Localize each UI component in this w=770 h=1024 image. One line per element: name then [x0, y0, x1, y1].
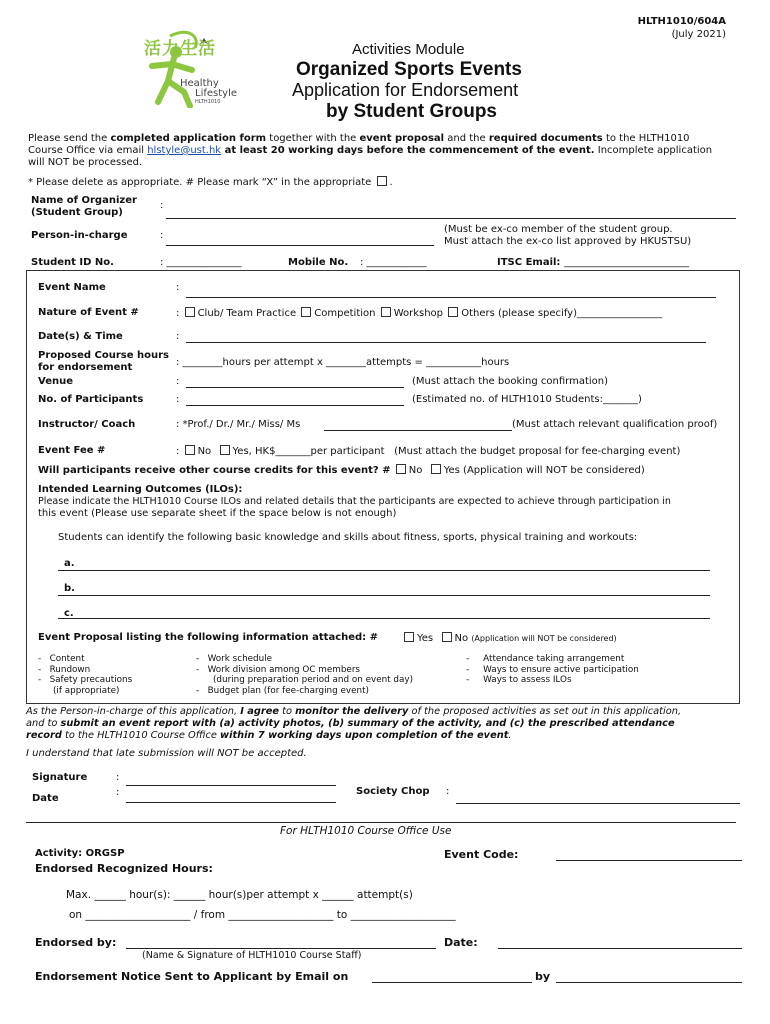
instructor-field[interactable] [324, 430, 512, 431]
healthy-lifestyle-logo [140, 26, 250, 108]
marking-note: * Please delete as appropriate. # Please mark “X” in the appropriate . [28, 177, 393, 188]
person-colon: : [160, 230, 164, 241]
proposal-checkbox-no[interactable] [442, 632, 452, 642]
participants-note: (Estimated no. of HLTH1010 Students:_______) [412, 394, 642, 405]
sample-checkbox [377, 176, 387, 186]
office-divider [26, 822, 736, 823]
credits-checkbox-yes[interactable] [431, 464, 441, 474]
hours-label-2: for endorsement [38, 362, 133, 373]
dates-field[interactable] [186, 342, 706, 343]
person-note-1: (Must be ex-co member of the student group. [444, 224, 673, 235]
intro-line-2: Course Office via email hlstyle@ust.hk at least 20 working days before the commencement of the event. Incomplete application [28, 145, 713, 156]
office-event-code-label: Event Code: [444, 848, 519, 861]
declaration-line-2: and to submit an event report with (a) activity photos, (b) summary of the activity, and (c) the prescribed attendance [26, 718, 675, 729]
ilo-item-a-field[interactable] [58, 570, 710, 571]
organizer-label-1: Name of Organizer [31, 195, 137, 206]
person-note-2: Must attach the ex-co list approved by HKUSTSU) [444, 236, 692, 247]
fee-options: : No Yes, HK$_______per participant (Must attach the budget proposal for fee-charging event) [176, 446, 681, 457]
date-colon: : [116, 787, 120, 798]
student-id-field[interactable]: : _______________ [160, 257, 242, 268]
venue-label: Venue [38, 376, 73, 387]
instructor-note: (Must attach relevant qualification proof) [512, 419, 718, 430]
list-item: - Work schedule [196, 654, 273, 664]
office-endorsed-by-label: Endorsed by: [35, 936, 117, 949]
itsc-label: ITSC Email: [497, 257, 561, 268]
nature-checkbox-club[interactable] [185, 307, 195, 317]
email-link[interactable]: hlstyle@ust.hk [147, 145, 222, 156]
list-item: - Ways to ensure active participation [466, 664, 639, 675]
page-subtitle-1: Application for Endorsement [292, 80, 519, 100]
office-date-field[interactable] [498, 948, 742, 949]
list-item: - Safety precautions [38, 675, 133, 685]
dates-label: Date(s) & Time [38, 331, 123, 342]
ilo-item-b-field[interactable] [58, 595, 710, 596]
office-activity: Activity: ORGSP [35, 848, 125, 859]
nature-label: Nature of Event # [38, 307, 139, 318]
event-name-field[interactable] [186, 297, 716, 298]
page-subtitle-2: by Student Groups [326, 101, 497, 122]
nature-checkbox-workshop[interactable] [381, 307, 391, 317]
list-item: - Content [38, 654, 85, 664]
nature-others-field[interactable]: _________________ [577, 308, 662, 319]
credits-checkbox-no[interactable] [396, 464, 406, 474]
office-title: For HLTH1010 Course Office Use [280, 825, 452, 837]
module-title: Activities Module [352, 41, 465, 58]
hours-label-1: Proposed Course hours [38, 350, 170, 361]
intro-line-1: Please send the completed application form together with the event proposal and the required documents to the HLTH1010 [28, 133, 690, 144]
list-item: - Ways to assess ILOs [466, 675, 572, 685]
late-submission-note: I understand that late submission will NOT be accepted. [26, 748, 307, 759]
dates-colon: : [176, 331, 180, 342]
chop-label: Society Chop [356, 786, 430, 797]
ilo-title: Intended Learning Outcomes (ILOs): [38, 484, 243, 495]
ilo-desc-1: Please indicate the HLTH1010 Course ILOs and related details that the participants are expected to achieve through participation in [38, 496, 671, 507]
ilo-intro: Students can identify the following basic knowledge and skills about fitness, sports, physical training and workouts: [58, 532, 638, 543]
proposal-list-col-1 [38, 654, 132, 696]
person-label: Person-in-charge [31, 230, 128, 241]
proposal-checkbox-yes[interactable] [404, 632, 414, 642]
proposal-options: Yes No (Application will NOT be considered) [402, 632, 617, 644]
form-date: (July 2021) [671, 29, 726, 40]
office-event-code-field[interactable] [556, 860, 742, 861]
office-dates[interactable]: on ____________________ / from ____________________ to ____________________ [69, 909, 456, 921]
logo-lifestyle-text: Lifestyle [195, 88, 238, 99]
signature-label: Signature [32, 772, 88, 783]
signature-field[interactable] [126, 785, 336, 786]
proposal-list-col-3 [466, 654, 639, 686]
fee-checkbox-no[interactable] [185, 445, 195, 455]
office-recognized: Endorsed Recognized Hours: [35, 862, 213, 875]
declaration-line-3: record to the HLTH1010 Course Office within 7 working days upon completion of the event. [26, 730, 512, 741]
event-name-label: Event Name [38, 282, 106, 293]
hours-field[interactable]: : ________hours per attempt x ________attempts = ___________hours [176, 357, 510, 368]
signature-colon: : [116, 772, 120, 783]
mobile-label: Mobile No. [288, 257, 349, 268]
ilo-item-b-label: b. [64, 583, 75, 594]
office-by-field[interactable] [556, 982, 742, 983]
venue-field[interactable] [186, 387, 404, 388]
office-by-label: by [535, 970, 551, 983]
form-code: HLTH1010/604A [637, 16, 726, 27]
list-item: (if appropriate) [53, 685, 120, 696]
list-item: - Budget plan (for fee-charging event) [196, 685, 369, 696]
event-name-colon: : [176, 282, 180, 293]
page-title: Organized Sports Events [296, 59, 522, 80]
ilo-desc-2: this event (Please use separate sheet if the space below is not enough) [38, 508, 397, 519]
mobile-field[interactable]: : ____________ [360, 257, 427, 268]
instructor-label: Instructor/ Coach [38, 419, 136, 430]
fee-checkbox-yes[interactable] [220, 445, 230, 455]
person-field[interactable] [166, 245, 434, 246]
instructor-title: : *Prof./ Dr./ Mr./ Miss/ Ms [176, 419, 301, 430]
nature-checkbox-others[interactable] [448, 307, 458, 317]
office-notice-field[interactable] [372, 982, 532, 983]
organizer-colon: : [160, 200, 164, 211]
student-id-label: Student ID No. [31, 257, 114, 268]
list-item: - Rundown [38, 664, 91, 675]
intro-line-3: will NOT be processed. [28, 157, 143, 168]
itsc-field[interactable]: _________________________ [564, 257, 689, 268]
ilo-item-c-label: c. [64, 608, 74, 619]
office-notice-label: Endorsement Notice Sent to Applicant by Email on [35, 970, 349, 983]
office-date-label: Date: [444, 936, 478, 949]
organizer-label-2: (Student Group) [31, 207, 123, 218]
office-max-hours[interactable]: Max. ______ hour(s): ______ hour(s)per attempt x ______ attempt(s) [66, 889, 413, 901]
participants-label: No. of Participants [38, 394, 144, 405]
declaration-line-1: As the Person-in-charge of this application, I agree to monitor the delivery of the proposed activities as set out in this application, [26, 706, 682, 717]
office-name-sig-note: (Name & Signature of HLTH1010 Course Staff) [142, 950, 362, 961]
organizer-field[interactable] [166, 218, 736, 219]
venue-colon: : [176, 376, 180, 387]
date-label: Date [32, 793, 59, 804]
venue-note: (Must attach the booking confirmation) [412, 376, 609, 387]
chop-field[interactable] [456, 803, 740, 804]
date-field[interactable] [126, 802, 336, 803]
nature-checkbox-competition[interactable] [301, 307, 311, 317]
fee-label: Event Fee # [38, 445, 106, 456]
list-item: (during preparation period and on event day) [213, 675, 414, 685]
nature-options: : Club/ Team Practice Competition Workshop Others (please specify)_________________ [176, 308, 662, 319]
ilo-item-a-label: a. [64, 558, 75, 569]
list-item: - Attendance taking arrangement [466, 654, 625, 664]
logo-healthy-text: Healthy [180, 78, 219, 89]
logo-code-text: HLTH1010 [195, 99, 221, 105]
credits-question: Will participants receive other course credits for this event? # No Yes (Application will NOT be considered) [38, 465, 645, 476]
office-endorsed-by-field[interactable] [126, 948, 436, 949]
participants-field[interactable] [186, 405, 404, 406]
participants-colon: : [176, 394, 180, 405]
proposal-list-col-2 [196, 654, 413, 696]
ilo-item-c-field[interactable] [58, 618, 710, 619]
chop-colon: : [446, 786, 450, 797]
proposal-label: Event Proposal listing the following information attached: # [38, 632, 379, 643]
logo-chinese-text: 活力生活 [144, 39, 216, 59]
list-item: - Work division among OC members [196, 664, 361, 675]
